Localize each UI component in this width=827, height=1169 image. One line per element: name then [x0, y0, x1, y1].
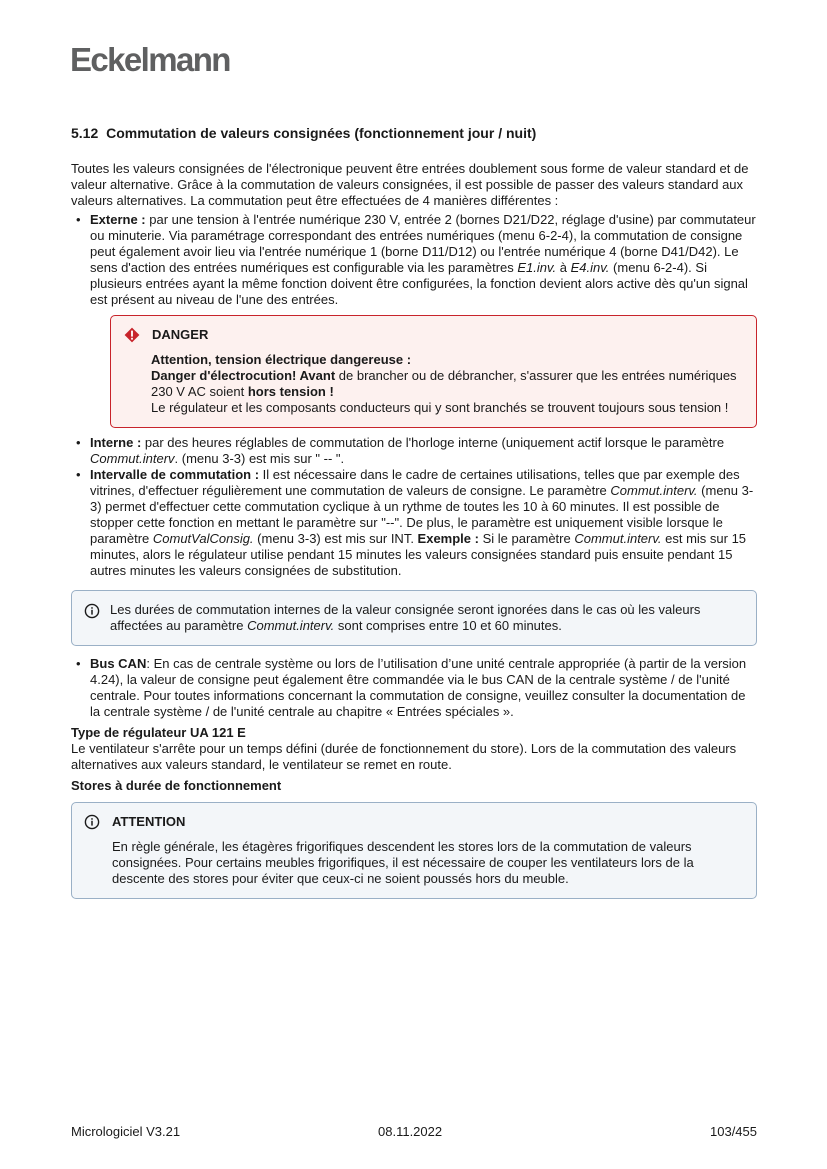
attention-header: [84, 814, 744, 830]
danger-notice: [110, 315, 757, 428]
bus-can-label: Bus CAN: [90, 656, 147, 671]
intervalle-text: Il est nécessaire dans le cadre de certaines utilisations, telles que par exemple des vitrines, d'effectuer régulièrement une commutation de valeurs de consigne. Le paramètre: [90, 467, 740, 498]
danger-line-3: Le régulateur et les composants conducteurs qui y sont branchés se trouvent toujours sous tension !: [151, 400, 729, 415]
danger-warning-icon: [124, 327, 140, 343]
bus-can-text: : En cas de centrale système ou lors de l’utilisation d’une unité centrale appropriée (à partir de la version 4.24), la valeur de consigne peut également être commandée via le bus CAN de la centrale système / de l'unité centrale. Pour toutes informations concernant la commutation de consigne, veuillez consulter la documentation de la centrale système / de l'unité centrale au chapitre « Entrées spéciales ».: [90, 656, 747, 719]
danger-body: [124, 352, 744, 416]
info-text: Les durées de commutation internes de la valeur consignée seront ignorées dans le cas où les valeurs affectées au paramètre Commut.interv. sont comprises entre 10 et 60 minutes.: [110, 602, 701, 633]
externe-text-2: à: [556, 260, 571, 275]
intervalle-text-4: Si le paramètre: [478, 531, 575, 546]
page-footer: [71, 1124, 757, 1140]
attention-notice: [71, 802, 757, 899]
list-item-intervalle: [71, 467, 757, 579]
externe-label: Externe :: [90, 212, 146, 227]
info-icon: [84, 603, 100, 619]
danger-header: [124, 327, 744, 343]
method-list-continued: [71, 656, 757, 720]
intro-paragraph: Toutes les valeurs consignées de l'électronique peuvent être entrées doublement sous forme de valeur standard et de valeur alternative. Grâce à la commutation de valeurs consignées, il est possible de passer des valeurs standard aux valeurs alternatives. La commutation peut être effectuées de 4 manières différentes :: [71, 161, 749, 208]
intervalle-text-2: (menu 3-3) permet d'effectuer cette commutation cyclique à un rythme de toutes les 10 à 60 minutes. Il est possible de stopper cette fonction en mettant le paramètre sur "--". De plus, le paramètre est uniquement visible lorsque le paramètre: [90, 483, 754, 546]
footer-date: 08.11.2022: [378, 1124, 443, 1139]
section-number: 5.12: [71, 125, 99, 141]
interne-label: Interne :: [90, 435, 142, 450]
section-title: Commutation de valeurs consignées (fonctionnement jour / nuit): [106, 125, 537, 141]
list-item-interne: [71, 435, 757, 467]
param-commut-interv: Commut.interv: [90, 451, 175, 466]
method-list: [71, 212, 757, 579]
section-heading: [71, 124, 757, 142]
footer-page-number: 103/455: [710, 1124, 757, 1139]
interne-text: par des heures réglables de commutation de l'horloge interne (uniquement actif lorsque le paramètre: [141, 435, 725, 450]
type-regulateur-heading: Type de régulateur UA 121 E: [71, 725, 246, 740]
list-item-externe: [71, 212, 757, 428]
page-content: [71, 124, 757, 899]
stores-heading: Stores à durée de fonctionnement: [71, 778, 282, 793]
company-logo: Eckelmann: [70, 41, 230, 78]
danger-heading: DANGER: [152, 327, 209, 342]
param-e1-inv: E1.inv.: [517, 260, 557, 275]
intervalle-text-3: (menu 3-3) est mis sur INT.: [253, 531, 418, 546]
intervalle-label: Intervalle de commutation :: [90, 467, 260, 482]
param-e4-inv: E4.inv.: [570, 260, 610, 275]
danger-line-1: Attention, tension électrique dangereuse :: [151, 352, 412, 367]
interne-text-2: . (menu 3-3) est mis sur " -- ".: [174, 451, 345, 466]
type-regulateur-text: Le ventilateur s'arrête pour un temps défini (durée de fonctionnement du store). Lors de la commutation des valeurs alternatives aux valeurs standard, le ventilateur se remet en route.: [71, 741, 737, 772]
exemple-label: Exemple :: [417, 531, 479, 546]
intervalle-text-5: est mis sur 15 minutes, alors le régulateur utilise pendant 15 minutes les valeurs consignées standard puis ensuite pendant 15 autres minutes les valeurs consignées de substitution.: [90, 531, 747, 578]
param-commut-interv: Commut.interv.: [574, 531, 662, 546]
param-commut-interv: Commut.interv.: [610, 483, 698, 498]
danger-line-2: Danger d'électrocution! Avant de brancher ou de débrancher, s'assurer que les entrées numériques 230 V AC soient hors tension !: [151, 368, 737, 399]
attention-text: En règle générale, les étagères frigorifiques descendent les stores lors de la commutation de valeurs consignées. Pour certains meubles frigorifiques, il est nécessaire de couper les ventilateurs lors de la descente des stores pour éviter que ceux-ci ne soient poussés hors du meuble.: [112, 839, 694, 886]
footer-firmware: Micrologiciel V3.21: [71, 1124, 181, 1139]
param-comutvalconsig: ComutValConsig.: [152, 531, 254, 546]
externe-text: par une tension à l'entrée numérique 230 V, entrée 2 (bornes D21/D22, réglage d'usine) par commutateur ou minuterie. Via paramétrage correspondant des entrées numériques (menu 6-2-4), la commutation de consigne peut également avoir lieu via l'entrée numérique 1 (borne D11/D12) ou l'entrée numérique 4 (borne D41/D42). Le sens d'action des entrées numériques est configurable via les paramètres: [90, 212, 756, 275]
attention-heading: ATTENTION: [112, 814, 186, 829]
info-notice: [71, 590, 757, 646]
externe-text-3: (menu 6-2-4). Si plusieurs entrées ayant la même fonction doivent être configurées, la fonction devient alors active dès qu'un signal est présent au niveau de l'une des entrées.: [90, 260, 748, 307]
list-item-bus-can: [71, 656, 757, 720]
attention-info-icon: [84, 814, 100, 830]
